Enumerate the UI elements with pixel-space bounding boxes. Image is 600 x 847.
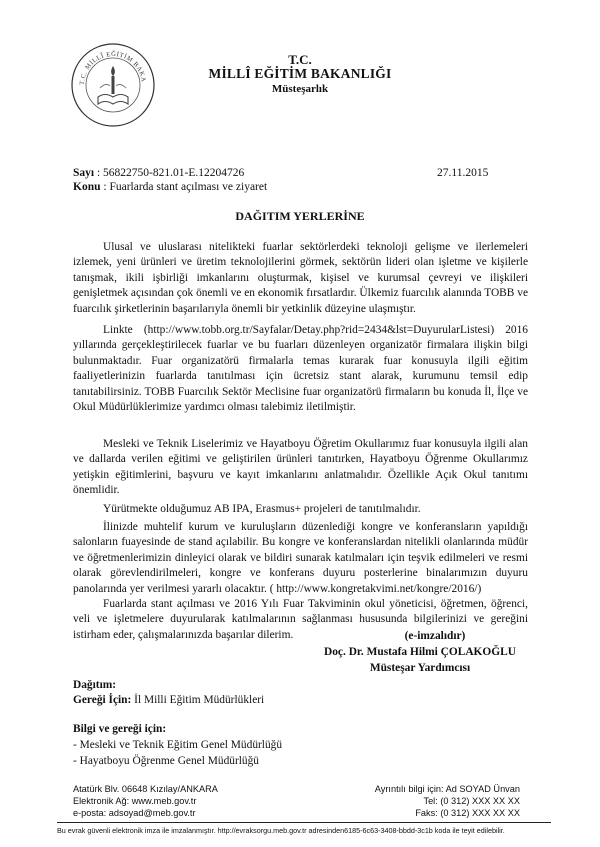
footer-tel: Tel: (0 312) XXX XX XX <box>423 796 520 806</box>
paragraph-text: Fuarlarda stant açılması ve 2016 Yılı Fuar Takviminin okul yöneticisi, öğretmen, öğrenci, veli ve işletmelere duyurularak katılmalarının sağlanması hususunda bilgilerinizi ve gereğini istirham eder, çalışmalarınızda başarılar dilerim. <box>73 598 528 641</box>
paragraph-text: İlinizde muhtelif kurum ve kuruluşların düzenlediği kongre ve konferansların yapıldığı salonların fuayesinde de stand açılabilir. Bu kongre ve konferanslardan nitelikli olanlarında müdür ve öğretmenlerimizin dinleyici olarak ve bildiri sunarak katılmaları için teşvik edilmeleri ve resmi olarak görevlendirilmeleri, kongre ve konferans duyuru posterlerine binalarımızın duyuru panolarında yer verilmesi yararlı olacaktır. ( http://www.kongretakvimi.net/kongre/2016/) <box>73 521 528 595</box>
bilgi-item: - Hayatboyu Öğrenme Genel Müdürlüğü <box>73 755 259 767</box>
svg-text:T.C. MİLLÎ EĞİTİM BAKANLIĞI: T.C. MİLLÎ EĞİTİM BAKA <box>78 50 147 86</box>
paragraph-text: Yürütmekte olduğumuz AB IPA, Erasmus+ projeleri de tanıtılmalıdır. <box>103 503 421 515</box>
paragraph-1 <box>73 240 528 317</box>
footer-fax: Faks: (0 312) XXX XX XX <box>415 808 520 818</box>
signatory-position: Müsteşar Yardımcısı <box>369 662 471 674</box>
footer-web: Elektronik Ağ: www.meb.gov.tr <box>73 796 197 806</box>
konu-value: : Fuarlarda stant açılması ve ziyaret <box>103 181 268 193</box>
e-signature-verification: Bu evrak güvenli elektronik imza ile imzalanmıştır. http://evraksorgu.meb.gov.tr adresinden6185-6c63-3408-bbdd-3c1b koda ile teyit edilebilir. <box>57 822 551 835</box>
distribution-title: Dağıtım: <box>73 679 117 691</box>
document-date: 27.11.2015 <box>437 167 489 179</box>
signatory-name: Doç. Dr. Mustafa Hilmi ÇOLAKOĞLU <box>324 646 516 658</box>
paragraph-text: Mesleki ve Teknik Liselerimiz ve Hayatboyu Öğretim Okullarımız fuar konusuyla ilgili alan ve dallarda verilen eğitimi ve geliştirilen ürünleri tanıtırken, Hayatboyu Öğrenme Okullarımız yetişkin eğitimlerini, başvuru ve kayıt imkanlarını anlatmalıdır. Özellikle Açık Okul tanıtımı önemlidir. <box>73 438 528 497</box>
paragraph-4 <box>73 502 528 517</box>
bilgi-item: - Mesleki ve Teknik Eğitim Genel Müdürlüğü <box>73 739 283 751</box>
header-ministry: MİLLÎ EĞİTİM BAKANLIĞI <box>208 66 392 81</box>
footer-email: e-posta: adsoyad@meb.gov.tr <box>73 808 196 818</box>
distribution-gereği <box>73 694 264 706</box>
header-tc: T.C. <box>288 52 312 67</box>
gereği-label: Gereği İçin: <box>73 694 132 706</box>
bilgi-title: Bilgi ve gereği için: <box>73 723 167 735</box>
signature-status: (e-imzalıdır) <box>404 630 466 642</box>
sayi-value: : 56822750-821.01-E.12204726 <box>96 167 245 179</box>
paragraph-3 <box>73 437 528 499</box>
footer-address: Atatürk Blv. 06648 Kızılay/ANKARA <box>73 784 218 794</box>
footer-contact: Ayrıntılı bilgi için: Ad SOYAD Ünvan <box>374 784 520 794</box>
document-number <box>73 167 244 179</box>
paragraph-5 <box>73 520 528 597</box>
document-title: DAĞITIM YERLERİNE <box>235 209 365 223</box>
header-department: Müsteşarlık <box>271 83 329 95</box>
document-subject <box>73 181 267 193</box>
sayi-label: Sayı <box>73 167 95 179</box>
paragraph-text: Linkte (http://www.tobb.org.tr/Sayfalar/Detay.php?rid=2434&lst=DuyurularListesi) 2016 yıllarında gerçekleştirilecek fuarlar ve bu fuarları düzenleyen organizatör firmalara ilişkin bilgi bulunmaktadır. Fuar organizatörü firmalarla temas kurarak fuar konusuyla ilgili eğitim faaliyetlerinizin fuarlarda tanıtılması için ücretsiz stant alarak, kurumunu temsil edip tanıtabilirsiniz. TOBB Fuarcılık Sektör Meclisine fuar organizatörü firmaların bu konuda İl, İlçe ve Okul Müdürlüklerimize yardımcı olması talebimiz iletilmiştir. <box>73 324 528 414</box>
paragraph-2 <box>73 323 528 415</box>
paragraph-text: Ulusal ve uluslarası nitelikteki fuarlar sektörlerdeki teknoloji gelişme ve ilerlemeleri izlemek, yeni ürünleri ve üretim teknolojilerini görmek, sektörün lideri olan işletme ve kişilerle tanışmak, ikili işbirliği imkanlarını oluşturmak, kişisel ve kurumsal çevreyi ve ilişkileri genişletmek açısından çok önemli ve en ekonomik fırsatlardır. Ülkemiz fuarcılık alanında TOBB ve fuarcılık şirketlerinin başarılarıyla önemli bir yetkinlik düzeyine ulaşmıştır. <box>73 241 528 315</box>
konu-label: Konu <box>73 181 101 193</box>
gereği-value: İl Milli Eğitim Müdürlükleri <box>134 694 265 706</box>
